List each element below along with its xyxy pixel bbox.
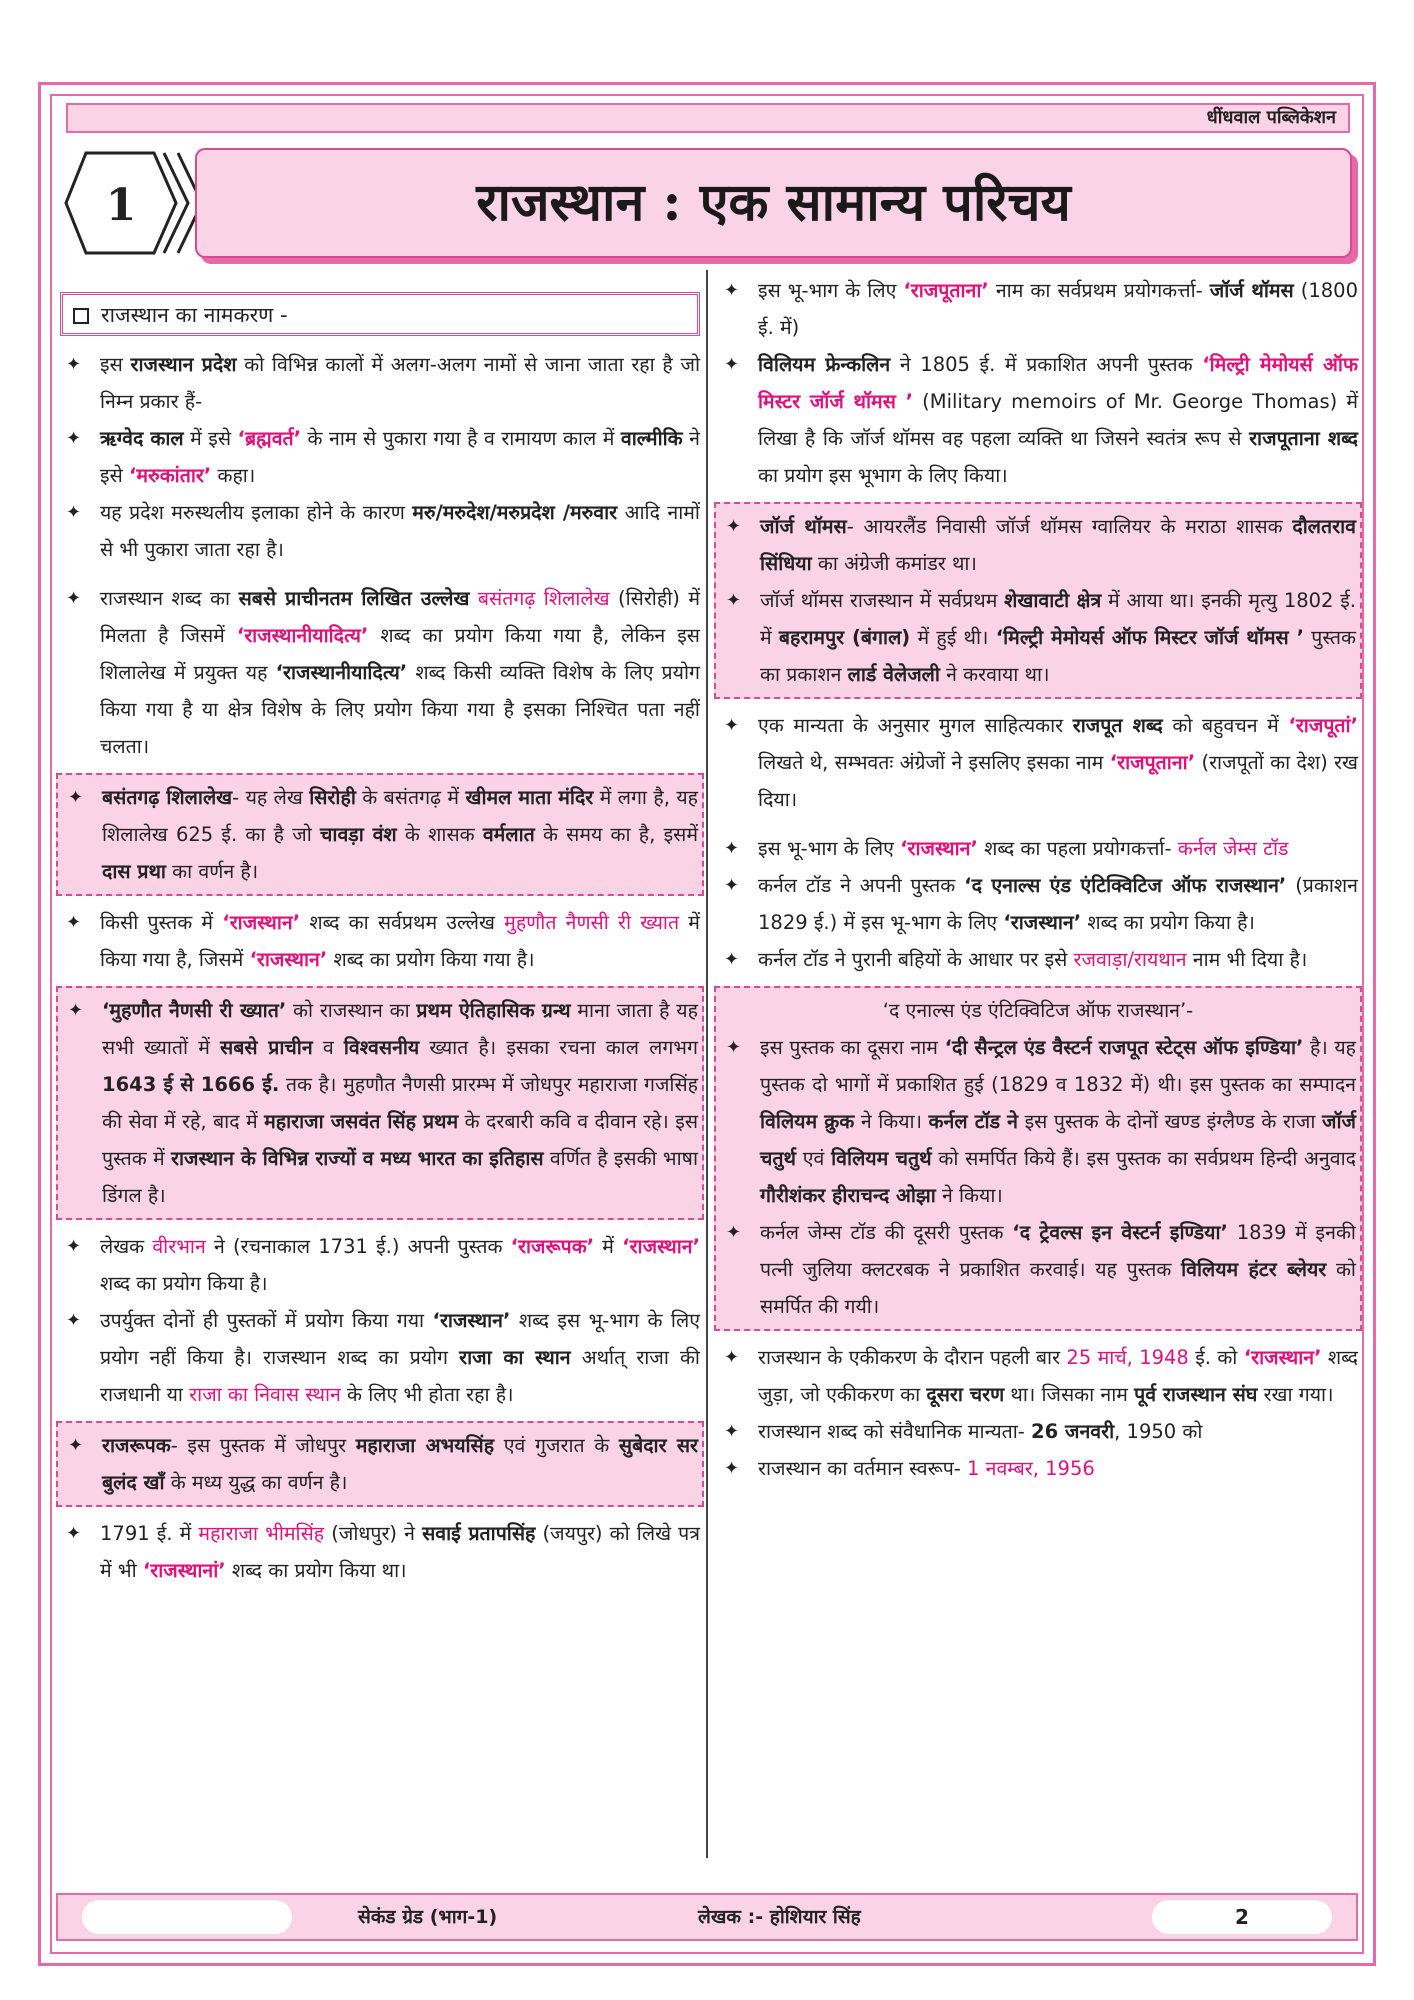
list-item: ✦ जॉर्ज थॉमस- आयरलैंड निवासी जॉर्ज थॉमस ग्वालियर के मराठा शासक दौलतराव सिंधिया का अंग्रेजी कमांडर था। xyxy=(720,508,1356,582)
list-item: ✦ इस भू-भाग के लिए ‘राजपूताना’ नाम का सर्वप्रथम प्रयोगकर्त्ता- जॉर्ज थॉमस (1800 ई. में) xyxy=(718,272,1358,346)
list-item: ✦ राजस्थान शब्द को संवैधानिक मान्यता- 26 जनवरी, 1950 को xyxy=(718,1413,1358,1450)
star-bullet-icon: ✦ xyxy=(68,1000,84,1021)
star-bullet-icon: ✦ xyxy=(68,1435,84,1456)
section-heading-text: राजस्थान का नामकरण - xyxy=(101,303,288,327)
list-item: ✦ इस भू-भाग के लिए ‘राजस्थान’ शब्द का पहला प्रयोगकर्त्ता- कर्नल जेम्स टॉड xyxy=(718,830,1358,867)
star-bullet-icon: ✦ xyxy=(66,428,82,449)
column-divider xyxy=(706,270,708,1858)
list-item: ✦ राजस्थान शब्द का सबसे प्राचीनतम लिखित उल्लेख बसंतगढ़ शिलालेख (सिरोही) में मिलता है जिसमें ‘राजस्थानीयादित्य’ शब्द का प्रयोग किया गया है, लेकिन इस शिलालेख में प्रयुक्त यह ‘राजस्थानीयादित्य’ शब्द किसी व्यक्ति विशेष के लिए प्रयोग किया गया है या क्षेत्र विशेष के लिए प्रयोग किया गया है इसका निश्चित पता नहीं चलता। xyxy=(60,580,700,765)
star-bullet-icon: ✦ xyxy=(726,590,742,611)
highlight-box xyxy=(56,986,704,1220)
publisher-bar xyxy=(66,103,1350,133)
star-bullet-icon: ✦ xyxy=(724,280,740,301)
footer-author: लेखक :- होशियार सिंह xyxy=(698,1906,861,1928)
footer-book-title: सेकंड ग्रेड (भाग-1) xyxy=(358,1906,498,1928)
list-item: ✦ बसंतगढ़ शिलालेख- यह लेख सिरोही के बसंतगढ़ में खीमल माता मंदिर में लगा है, यह शिलालेख 625 ई. का है जो चावड़ा वंश के शासक वर्मलात के समय का है, इसमें दास प्रथा का वर्णन है। xyxy=(62,779,698,890)
section-heading xyxy=(60,292,700,336)
list-item: ✦ लेखक वीरभान ने (रचनाकाल 1731 ई.) अपनी पुस्तक ‘राजरूपक’ में ‘राजस्थान’ शब्द का प्रयोग किया है। xyxy=(60,1228,700,1302)
list-item: ✦ जॉर्ज थॉमस राजस्थान में सर्वप्रथम शेखावाटी क्षेत्र में आया था। इनकी मृत्यु 1802 ई. में बहरामपुर (बंगाल) में हुई थी। ‘मिल्ट्री मेमोयर्स ऑफ मिस्टर जॉर्ज थॉमस ’ पुस्तक का प्रकाशन लार्ड वेलेजली ने करवाया था। xyxy=(720,582,1356,693)
box-title: ‘द एनाल्स एंड एंटिक्विटिज ऑफ राजस्थान’- xyxy=(882,999,1194,1022)
chapter-number: 1 xyxy=(105,180,137,231)
list-item: ✦ ‘मुहणौत नैणसी री ख्यात’ को राजस्थान का प्रथम ऐतिहासिक ग्रन्थ माना जाता है यह सभी ख्यातों में सबसे प्राचीन व विश्वसनीय ख्यात है। इसका रचना काल लगभग 1643 ई से 1666 ई. तक है। मुहणौत नैणसी प्रारम्भ में जोधपुर महाराजा गजसिंह की सेवा में रहे, बाद में महाराजा जसवंत सिंह प्रथम के दरबारी कवि व दीवान रहे। इस पुस्तक में राजस्थान के विभिन्न राज्यों व मध्य भारत का इतिहास वर्णित है इसकी भाषा डिंगल है। xyxy=(62,992,698,1214)
star-bullet-icon: ✦ xyxy=(68,787,84,808)
list-item: ✦ उपर्युक्त दोनों ही पुस्तकों में प्रयोग किया गया ‘राजस्थान’ शब्द इस भू-भाग के लिए प्रयोग नहीं किया है। राजस्थान शब्द का प्रयोग राजा का स्थान अर्थात् राजा की राजधानी या राजा का निवास स्थान के लिए भी होता रहा है। xyxy=(60,1302,700,1413)
publisher-name: धींधवाल पब्लिकेशन xyxy=(1206,107,1336,128)
star-bullet-icon: ✦ xyxy=(724,1458,740,1479)
list-item: ✦ ऋग्वेद काल में इसे ‘ब्रह्मवर्त’ के नाम से पुकारा गया है व रामायण काल में वाल्मीकि ने इसे ‘मरुकांतार’ कहा। xyxy=(60,420,700,494)
star-bullet-icon: ✦ xyxy=(726,1037,742,1058)
list-item: ✦ कर्नल जेम्स टॉड की दूसरी पुस्तक ‘द ट्रेवल्स इन वेस्टर्न इण्डिया’ 1839 में इनकी पत्नी जुलिया क्लटरबक ने प्रकाशित करवाई। यह पुस्तक विलियम हंटर ब्लेयर को समर्पित की गयी। xyxy=(720,1214,1356,1325)
star-bullet-icon: ✦ xyxy=(724,1347,740,1368)
star-bullet-icon: ✦ xyxy=(66,1310,82,1331)
list-item: ✦ 1791 ई. में महाराजा भीमसिंह (जोधपुर) ने सवाई प्रतापसिंह (जयपुर) को लिखे पत्र में भी ‘राजस्थानां’ शब्द का प्रयोग किया था। xyxy=(60,1515,700,1589)
highlight-box xyxy=(714,502,1362,699)
star-bullet-icon: ✦ xyxy=(726,1222,742,1243)
highlight-box xyxy=(56,773,704,896)
star-bullet-icon: ✦ xyxy=(724,838,740,859)
footer-left-pill xyxy=(82,1900,292,1934)
list-item: ✦ विलियम फ्रेन्कलिन ने 1805 ई. में प्रकाशित अपनी पुस्तक ‘मिल्ट्री मेमोयर्स ऑफ मिस्टर जॉर्ज थॉमस ’ (Military memoirs of Mr. George Thomas) में लिखा है कि जॉर्ज थॉमस वह पहला व्यक्ति था जिसने स्वतंत्र रूप से राजपूताना शब्द का प्रयोग इस भूभाग के लिए किया। xyxy=(718,346,1358,494)
star-bullet-icon: ✦ xyxy=(724,354,740,375)
list-item: ✦ राजस्थान का वर्तमान स्वरूप- 1 नवम्बर, 1956 xyxy=(718,1450,1358,1487)
star-bullet-icon: ✦ xyxy=(66,1523,82,1544)
star-bullet-icon: ✦ xyxy=(724,715,740,736)
star-bullet-icon: ✦ xyxy=(724,949,740,970)
chapter-number-badge xyxy=(64,148,214,258)
highlight-box xyxy=(714,986,1362,1331)
star-bullet-icon: ✦ xyxy=(724,1421,740,1442)
star-bullet-icon: ✦ xyxy=(726,516,742,537)
list-item: ✦ इस राजस्थान प्रदेश को विभिन्न कालों में अलग-अलग नामों से जाना जाता रहा है जो निम्न प्रकार हैं- xyxy=(60,346,700,420)
list-item: ✦ इस पुस्तक का दूसरा नाम ‘दी सैन्ट्रल एंड वैस्टर्न राजपूत स्टेट्स ऑफ इण्डिया’ है। यह पुस्तक दो भागों में प्रकाशित हुई (1829 व 1832 में) थी। इस पुस्तक का सम्पादन विलियम क्रुक ने किया। कर्नल टॉड ने इस पुस्तक के दोनों खण्ड इंग्लैण्ड के राजा जॉर्ज चतुर्थ एवं विलियम चतुर्थ को समर्पित किये हैं। इस पुस्तक का सर्वप्रथम हिन्दी अनुवाद गौरीशंकर हीराचन्द ओझा ने किया। xyxy=(720,1029,1356,1214)
page-number: 2 xyxy=(1152,1900,1332,1934)
star-bullet-icon: ✦ xyxy=(724,875,740,896)
star-bullet-icon: ✦ xyxy=(66,588,82,609)
list-item: ✦ कर्नल टॉड ने पुरानी बहियों के आधार पर इसे रजवाड़ा/रायथान नाम भी दिया है। xyxy=(718,941,1358,978)
list-item: ✦ राजरूपक- इस पुस्तक में जोधपुर महाराजा अभयसिंह एवं गुजरात के सुबेदार सर बुलंद खाँ के मध्य युद्ध का वर्णन है। xyxy=(62,1427,698,1501)
page-footer xyxy=(56,1893,1358,1941)
list-item: ✦ किसी पुस्तक में ‘राजस्थान’ शब्द का सर्वप्रथम उल्लेख मुहणौत नैणसी री ख्यात में किया गया है, जिसमें ‘राजस्थान’ शब्द का प्रयोग किया गया है। xyxy=(60,904,700,978)
star-bullet-icon: ✦ xyxy=(66,354,82,375)
chapter-title: राजस्थान : एक सामान्य परिचय xyxy=(476,172,1071,233)
left-column xyxy=(60,272,700,1589)
star-bullet-icon: ✦ xyxy=(66,912,82,933)
list-item: ✦ राजस्थान के एकीकरण के दौरान पहली बार 25 मार्च, 1948 ई. को ‘राजस्थान’ शब्द जुड़ा, जो एकीकरण का दूसरा चरण था। जिसका नाम पूर्व राजस्थान संघ रखा गया। xyxy=(718,1339,1358,1413)
list-item: ✦ यह प्रदेश मरुस्थलीय इलाका होने के कारण मरु/मरुदेश/मरुप्रदेश /मरुवार आदि नामों से भी पुकारा जाता रहा है। xyxy=(60,494,700,568)
star-bullet-icon: ✦ xyxy=(66,502,82,523)
right-column xyxy=(718,272,1358,1487)
highlight-box xyxy=(56,1421,704,1507)
list-item: ✦ कर्नल टॉड ने अपनी पुस्तक ‘द एनाल्स एंड एंटिक्विटिज ऑफ राजस्थान’ (प्रकाशन 1829 ई.) में इस भू-भाग के लिए ‘राजस्थान’ शब्द का प्रयोग किया है। xyxy=(718,867,1358,941)
chapter-badge-shape xyxy=(64,148,214,258)
checkbox-square-icon xyxy=(73,308,89,324)
star-bullet-icon: ✦ xyxy=(66,1236,82,1257)
list-item: ✦ एक मान्यता के अनुसार मुगल साहित्यकार राजपूत शब्द को बहुवचन में ‘राजपूतां’ लिखते थे, सम्भवतः अंग्रेजों ने इसलिए इसका नाम ‘राजपूताना’ (राजपूतों का देश) रख दिया। xyxy=(718,707,1358,818)
